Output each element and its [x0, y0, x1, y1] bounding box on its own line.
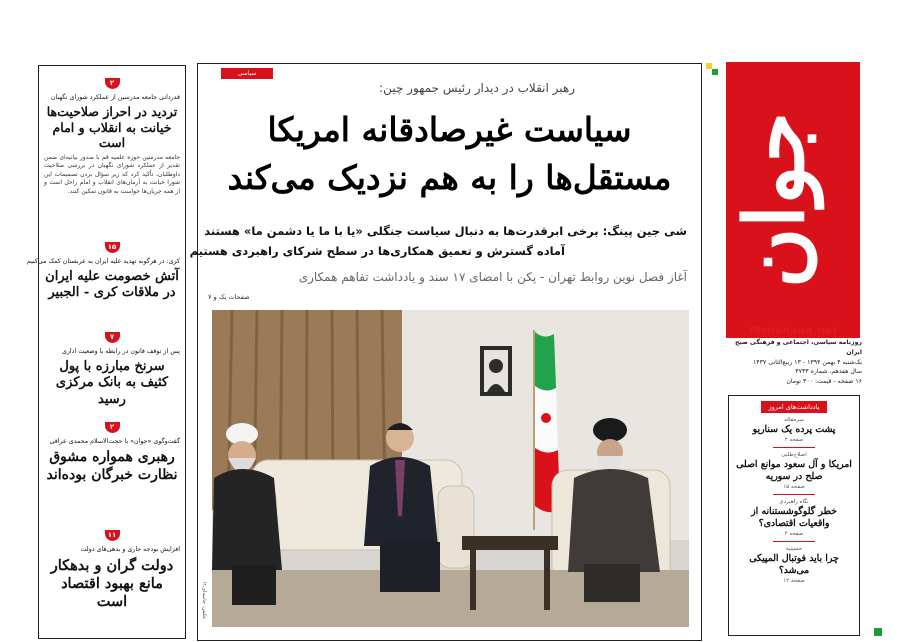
note-item[interactable]: [729, 448, 859, 495]
note-item[interactable]: [729, 413, 859, 448]
note-page: صفحه ۴: [784, 531, 804, 537]
story-kicker: کری: در هرگونه تهدید علیه ایران به عربستان کمک می‌کنیم: [26, 258, 180, 265]
story-headline[interactable]: دولت گران و بدهکار مانع بهبود اقتصاد است: [50, 557, 174, 611]
main-story: [189, 63, 702, 641]
note-page: صفحه ۱۵: [783, 484, 805, 490]
box-title: یادداشت‌های امروز: [761, 401, 827, 413]
tagline: روزنامه سیاسی، اجتماعی و فرهنگی صبح ایران: [734, 339, 862, 356]
note-headline[interactable]: پشت پرده یک سناریو: [752, 424, 836, 435]
note-headline[interactable]: خطر گلوگوشستنانه از واقعیات اقتصادی؟: [751, 506, 837, 529]
lead-photo[interactable]: [212, 310, 689, 627]
price-line: ۱۶ صفحه - قیمت: ۳۰۰ تومان: [786, 378, 862, 386]
crop-mark: [712, 69, 718, 75]
main-headline[interactable]: سیاست غیرصادقانه امریکا مستقل‌ها را به هم نزدیک می‌کند: [227, 110, 672, 197]
left-story[interactable]: [39, 78, 185, 196]
date-line: یک‌شنبه ۴ بهمن ۱۳۹۴ - ۱۳ ربیع‌الثانی ۱۴۳۷: [752, 358, 862, 366]
left-story[interactable]: [26, 242, 185, 302]
note-page: صفحه ۱۲: [783, 578, 805, 584]
story-kicker: افزایش بودجه جاری و بدهی‌های دولت: [80, 546, 180, 553]
story-kicker: پس از توقف قانون در رابطه با وضعیت اداری: [61, 348, 180, 355]
left-story[interactable]: [39, 332, 185, 408]
masthead-logo[interactable]: [726, 62, 860, 338]
story-headline[interactable]: سرنخ مبارزه با پول کثیف به بانک مرکزی رسید: [55, 359, 169, 407]
page-badge: ۲: [105, 422, 120, 433]
note-headline[interactable]: امریکا و آل سعود موانع اصلی صلح در سوریه: [736, 459, 852, 482]
note-kicker: سرمقاله: [784, 417, 804, 423]
story-kicker: قدردانی جامعه مدرسین از عملکرد شورای نگهبان: [50, 94, 180, 101]
note-kicker: نگاه راهبردی: [779, 499, 809, 505]
logo-icon: [726, 62, 860, 338]
note-kicker: حسینیه: [785, 546, 803, 552]
site-watermark: Pishkhaan.net: [748, 324, 838, 337]
note-item[interactable]: [729, 495, 859, 542]
section-tag: سیاسی: [221, 68, 273, 79]
note-kicker: اصلاح‌طلبی: [781, 452, 807, 458]
meeting-photo: [212, 310, 689, 627]
page-badge: ۱۵: [105, 242, 120, 253]
left-story[interactable]: [39, 422, 185, 484]
subheadline-2: آماده گسترش و تعمیق همکاری‌ها در سطح شرکای راهبردی هستیم: [189, 244, 565, 258]
story-headline[interactable]: آتش خصومت علیه ایران در ملاقات کری - الجبیر: [45, 269, 179, 301]
note-item[interactable]: [729, 542, 859, 585]
page-badge: ۲: [105, 78, 120, 89]
page-badge: ۱۱: [105, 530, 120, 541]
note-headline[interactable]: چرا باید فوتبال المپیکی می‌شد؟: [749, 553, 839, 576]
note-page: صفحه ۲: [784, 437, 804, 443]
page-badge: ۷: [105, 332, 120, 343]
issue-line: سال هفدهم، شماره ۴۷۳۳: [795, 368, 862, 376]
story-headline[interactable]: رهبری همواره مشوق نظارت خبرگان بوده‌اند: [46, 449, 178, 483]
masthead-meta: [724, 338, 862, 387]
photo-credit: عکس: خامنه‌ای.ir: [201, 582, 207, 620]
crop-mark: [874, 628, 882, 636]
logo-text: جوان: [727, 111, 823, 289]
todays-notes-box: [728, 395, 860, 636]
subheadline-1: شی جین پینگ: برخی ابرقدرت‌ها به دنبال سیاست جنگلی «یا با ما یا دشمن ما» هستند: [204, 224, 687, 238]
page-reference: صفحات یک و ۷: [208, 293, 250, 301]
story-body: جامعه مدرسین حوزه علمیه قم با صدور بیانیه‌ای ضمن تقدیر از عملکرد شورای نگهبان در بررسی صلاحیت داوطلبان، تأکید کرد که زیر سؤال بردن تصمیمات این شورا خیانت به آرمان‌های انقلاب و امام راحل است و از همه جریان‌ها خواست به قانون تمکین کنند.: [44, 153, 180, 195]
subheadline-3: آغاز فصل نوین روابط تهران - پکن با امضای ۱۷ سند و یادداشت تفاهم همکاری: [298, 270, 687, 284]
story-kicker: گفت‌وگوی «جوان» با حجت‌الاسلام محمدی عراقی: [49, 438, 180, 445]
pre-headline: رهبر انقلاب در دیدار رئیس جمهور چین:: [379, 81, 575, 95]
story-headline[interactable]: تردید در احراز صلاحیت‌ها خیانت به انقلاب و امام است: [46, 104, 178, 151]
left-story[interactable]: [39, 530, 185, 611]
left-news-column: [26, 65, 186, 639]
